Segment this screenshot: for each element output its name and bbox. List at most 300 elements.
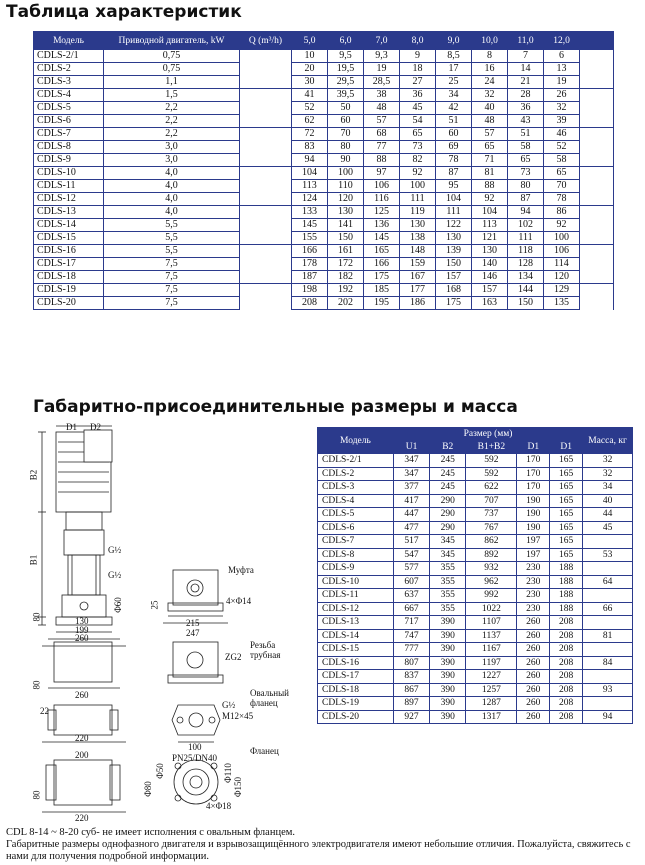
dimensions-row (318, 710, 633, 724)
cell-head: 18 (400, 63, 436, 76)
dimensions-row (318, 683, 633, 697)
label-pn: PN25/DN40 (172, 753, 218, 763)
cell-head: 51 (508, 128, 544, 141)
header-model: Модель (34, 32, 104, 50)
label-b2: B2 (28, 469, 39, 481)
cell-head: 51 (436, 115, 472, 128)
cell-kw: 7,5 (104, 297, 240, 310)
cell-dim: 932 (466, 562, 517, 576)
cell-head: 17 (436, 63, 472, 76)
cell-empty (240, 284, 292, 297)
cell-empty (240, 154, 292, 167)
cell-dim: 245 (430, 467, 466, 481)
cell-head: 195 (364, 297, 400, 310)
cell-mass (583, 670, 633, 684)
cell-dim: 390 (430, 616, 466, 630)
dimensions-row (318, 521, 633, 535)
cell-dim: 165 (550, 467, 583, 481)
cell-head: 192 (328, 284, 364, 297)
label-d2: D2 (90, 422, 101, 432)
cell-dim: 867 (393, 683, 429, 697)
cell-empty (580, 193, 614, 206)
performance-row (34, 141, 614, 154)
cell-head: 28 (508, 89, 544, 102)
cell-empty (240, 115, 292, 128)
cell-head: 57 (472, 128, 508, 141)
cell-model: CDLS-17 (318, 670, 394, 684)
cell-head: 83 (292, 141, 328, 154)
cell-dim: 477 (393, 521, 429, 535)
cell-head: 6 (544, 50, 580, 63)
cell-empty (240, 297, 292, 310)
cell-empty (240, 245, 292, 258)
label-130: 130 (75, 616, 89, 626)
label-80b: 80 (31, 680, 42, 690)
cell-kw: 4,0 (104, 193, 240, 206)
cell-head: 73 (400, 141, 436, 154)
cell-dim: 188 (550, 562, 583, 576)
label-g3: G½ (222, 700, 236, 710)
performance-row (34, 232, 614, 245)
header-flow: 10,0 (472, 32, 508, 50)
cell-dim: 807 (393, 656, 429, 670)
cell-dim: 717 (393, 616, 429, 630)
label-200: 200 (75, 750, 89, 760)
cell-head: 111 (508, 232, 544, 245)
cell-dim: 165 (550, 535, 583, 549)
label-d50: Φ50 (154, 763, 165, 779)
label-flange: фланец (250, 698, 278, 708)
cell-head: 10 (292, 50, 328, 63)
cell-head: 39,5 (328, 89, 364, 102)
cell-dim: 355 (430, 589, 466, 603)
cell-dim: 260 (517, 616, 550, 630)
cell-dim: 290 (430, 508, 466, 522)
cell-dim: 622 (466, 481, 517, 495)
cell-dim: 197 (517, 548, 550, 562)
cell-model: CDLS-6 (318, 521, 394, 535)
cell-head: 80 (328, 141, 364, 154)
cell-mass: 32 (583, 454, 633, 468)
header-motor: Приводной двигатель, kW (104, 32, 240, 50)
cell-head: 68 (364, 128, 400, 141)
cell-mass: 53 (583, 548, 633, 562)
cell-empty (580, 284, 614, 297)
cell-model: CDLS-15 (318, 643, 394, 657)
cell-empty (580, 76, 614, 89)
cell-head: 178 (292, 258, 328, 271)
cell-model: CDLS-3 (34, 76, 104, 89)
dimensions-row (318, 629, 633, 643)
cell-head: 141 (328, 219, 364, 232)
label-g2: G½ (108, 570, 122, 580)
cell-head: 100 (544, 232, 580, 245)
cell-head: 32 (472, 89, 508, 102)
cell-dim: 592 (466, 454, 517, 468)
cell-kw: 7,5 (104, 271, 240, 284)
performance-header-row (34, 32, 614, 50)
label-trubnaya: трубная (250, 650, 281, 660)
cell-head: 167 (400, 271, 436, 284)
cell-model: CDLS-5 (34, 102, 104, 115)
cell-kw: 1,5 (104, 89, 240, 102)
cell-dim: 230 (517, 602, 550, 616)
cell-head: 168 (436, 284, 472, 297)
cell-head: 32 (544, 102, 580, 115)
cell-empty (580, 245, 614, 258)
cell-head: 106 (364, 180, 400, 193)
cell-mass: 64 (583, 575, 633, 589)
cell-dim: 165 (550, 508, 583, 522)
cell-model: CDLS-16 (318, 656, 394, 670)
cell-empty (580, 115, 614, 128)
cell-model: CDLS-2 (318, 467, 394, 481)
cell-mass (583, 643, 633, 657)
performance-row (34, 167, 614, 180)
header-flow: 7,0 (364, 32, 400, 50)
cell-head: 166 (292, 245, 328, 258)
label-260a: 260 (75, 633, 89, 643)
cell-head: 50 (328, 102, 364, 115)
performance-row (34, 297, 614, 310)
cell-empty (580, 154, 614, 167)
cell-head: 42 (436, 102, 472, 115)
cell-dim: 927 (393, 710, 429, 724)
cell-head: 140 (472, 258, 508, 271)
cell-head: 122 (436, 219, 472, 232)
cell-dim: 377 (393, 481, 429, 495)
cell-dim: 260 (517, 670, 550, 684)
cell-dim: 208 (550, 643, 583, 657)
cell-empty (580, 180, 614, 193)
cell-empty (240, 180, 292, 193)
cell-model: CDLS-2/1 (34, 50, 104, 63)
cell-dim: 208 (550, 710, 583, 724)
cell-empty (580, 102, 614, 115)
dim-header-col: D1 (550, 441, 583, 454)
cell-dim: 190 (517, 521, 550, 535)
cell-head: 135 (544, 297, 580, 310)
label-d150: Φ150 (233, 776, 244, 798)
cell-dim: 1197 (466, 656, 517, 670)
cell-dim: 355 (430, 602, 466, 616)
cell-model: CDLS-11 (34, 180, 104, 193)
footnote-1: CDL 8-14 ~ 8-20 суб- не имеет исполнения с овальным фланцем. (6, 827, 295, 838)
dimensions-row (318, 602, 633, 616)
cell-empty (240, 193, 292, 206)
cell-head: 130 (472, 245, 508, 258)
cell-head: 60 (436, 128, 472, 141)
label-199: 199 (75, 625, 89, 635)
cell-head: 58 (508, 141, 544, 154)
cell-head: 7 (508, 50, 544, 63)
cell-head: 128 (508, 258, 544, 271)
cell-head: 159 (400, 258, 436, 271)
dimensions-row (318, 643, 633, 657)
cell-head: 111 (400, 193, 436, 206)
cell-head: 88 (472, 180, 508, 193)
cell-dim: 1257 (466, 683, 517, 697)
cell-dim: 390 (430, 670, 466, 684)
cell-dim: 962 (466, 575, 517, 589)
cell-head: 145 (364, 232, 400, 245)
cell-head: 20 (292, 63, 328, 76)
dimensions-row (318, 589, 633, 603)
cell-dim: 165 (550, 548, 583, 562)
cell-dim: 188 (550, 589, 583, 603)
cell-head: 104 (472, 206, 508, 219)
cell-head: 65 (508, 154, 544, 167)
performance-row (34, 115, 614, 128)
cell-head: 102 (508, 219, 544, 232)
label-247: 247 (186, 628, 200, 638)
cell-dim: 1317 (466, 710, 517, 724)
cell-head: 14 (508, 63, 544, 76)
cell-model: CDLS-2 (34, 63, 104, 76)
cell-dim: 390 (430, 683, 466, 697)
cell-mass: 44 (583, 508, 633, 522)
cell-head: 71 (472, 154, 508, 167)
cell-dim: 1287 (466, 697, 517, 711)
cell-head: 150 (508, 297, 544, 310)
cell-head: 86 (544, 206, 580, 219)
performance-row (34, 89, 614, 102)
cell-head: 87 (436, 167, 472, 180)
cell-head: 150 (328, 232, 364, 245)
cell-mass: 94 (583, 710, 633, 724)
cell-dim: 165 (550, 454, 583, 468)
label-d1: D1 (66, 422, 77, 432)
cell-head: 9 (400, 50, 436, 63)
cell-empty (240, 167, 292, 180)
performance-row (34, 180, 614, 193)
cell-kw: 1,1 (104, 76, 240, 89)
cell-head: 62 (292, 115, 328, 128)
dimensions-row (318, 697, 633, 711)
dimensions-row (318, 467, 633, 481)
cell-dim: 188 (550, 575, 583, 589)
cell-head: 118 (508, 245, 544, 258)
cell-dim: 347 (393, 467, 429, 481)
cell-head: 92 (544, 219, 580, 232)
cell-dim: 208 (550, 616, 583, 630)
cell-model: CDLS-13 (318, 616, 394, 630)
cell-dim: 208 (550, 670, 583, 684)
cell-head: 139 (436, 245, 472, 258)
cell-mass: 32 (583, 467, 633, 481)
label-80c: 80 (31, 790, 42, 800)
cell-model: CDLS-5 (318, 508, 394, 522)
cell-model: CDLS-17 (34, 258, 104, 271)
cell-head: 73 (508, 167, 544, 180)
cell-kw: 2,2 (104, 115, 240, 128)
cell-head: 28,5 (364, 76, 400, 89)
cell-model: CDLS-10 (34, 167, 104, 180)
footnote-3: нами для получения подробной информации. (6, 851, 210, 862)
cell-kw: 3,0 (104, 141, 240, 154)
cell-head: 92 (472, 193, 508, 206)
cell-dim: 607 (393, 575, 429, 589)
cell-head: 130 (436, 232, 472, 245)
dimensions-row (318, 616, 633, 630)
cell-head: 145 (292, 219, 328, 232)
cell-head: 72 (292, 128, 328, 141)
cell-head: 182 (328, 271, 364, 284)
cell-model: CDLS-4 (318, 494, 394, 508)
cell-head: 69 (436, 141, 472, 154)
label-260b: 260 (75, 690, 89, 700)
cell-head: 133 (292, 206, 328, 219)
cell-model: CDLS-6 (34, 115, 104, 128)
dimensions-row (318, 548, 633, 562)
cell-kw: 4,0 (104, 167, 240, 180)
label-25: 25 (149, 600, 160, 610)
cell-model: CDLS-14 (318, 629, 394, 643)
performance-row (34, 245, 614, 258)
cell-model: CDLS-7 (34, 128, 104, 141)
threaded-view (173, 642, 218, 677)
performance-row (34, 128, 614, 141)
performance-row (34, 63, 614, 76)
cell-dim: 190 (517, 494, 550, 508)
cell-dim: 260 (517, 710, 550, 724)
cell-head: 113 (292, 180, 328, 193)
cell-dim: 390 (430, 629, 466, 643)
cell-mass (583, 562, 633, 576)
cell-mass (583, 697, 633, 711)
header-flow: 8,0 (400, 32, 436, 50)
cell-dim: 777 (393, 643, 429, 657)
cell-head: 82 (400, 154, 436, 167)
footnote-2: Габаритные размеры однофазного двигателя и взрывозащищённого электродвигателя имеют небольшие отличия. Пожалуйста, свяжитесь с (6, 839, 631, 850)
cell-head: 60 (328, 115, 364, 128)
cell-empty (580, 63, 614, 76)
cell-mass: 45 (583, 521, 633, 535)
cell-dim: 347 (393, 454, 429, 468)
cell-head: 202 (328, 297, 364, 310)
cell-head: 119 (400, 206, 436, 219)
cell-head: 54 (400, 115, 436, 128)
cell-head: 78 (436, 154, 472, 167)
cell-dim: 170 (517, 481, 550, 495)
header-flow: 5,0 (292, 32, 328, 50)
cell-model: CDLS-4 (34, 89, 104, 102)
cell-head: 40 (472, 102, 508, 115)
dimensions-header-row (318, 428, 633, 441)
cell-model: CDLS-3 (318, 481, 394, 495)
cell-head: 175 (364, 271, 400, 284)
dim-header-col: D1 (517, 441, 550, 454)
cell-head: 144 (508, 284, 544, 297)
cell-empty (580, 258, 614, 271)
cell-head: 166 (364, 258, 400, 271)
cell-dim: 290 (430, 494, 466, 508)
cell-dim: 390 (430, 643, 466, 657)
cell-dim: 747 (393, 629, 429, 643)
header-flow: 12,0 (544, 32, 580, 50)
cell-head: 25 (436, 76, 472, 89)
cell-model: CDLS-12 (34, 193, 104, 206)
cell-dim: 208 (550, 697, 583, 711)
cell-head: 163 (472, 297, 508, 310)
cell-head: 13 (544, 63, 580, 76)
cell-head: 52 (544, 141, 580, 154)
cell-head: 26 (544, 89, 580, 102)
cell-head: 77 (364, 141, 400, 154)
cell-mass: 93 (583, 683, 633, 697)
cell-dim: 547 (393, 548, 429, 562)
label-mufta: Муфта (228, 565, 254, 575)
cell-dim: 837 (393, 670, 429, 684)
cell-kw: 2,2 (104, 128, 240, 141)
cell-model: CDLS-8 (318, 548, 394, 562)
performance-row (34, 219, 614, 232)
cell-dim: 260 (517, 629, 550, 643)
cell-head: 172 (328, 258, 364, 271)
cell-dim: 577 (393, 562, 429, 576)
cell-head: 46 (544, 128, 580, 141)
cell-model: CDLS-13 (34, 206, 104, 219)
cell-head: 116 (364, 193, 400, 206)
label-zg2: ZG2 (225, 652, 242, 662)
cell-dim: 345 (430, 535, 466, 549)
dimensions-row (318, 575, 633, 589)
cell-dim: 208 (550, 683, 583, 697)
cell-head: 92 (400, 167, 436, 180)
label-d80: Φ80 (142, 781, 153, 797)
cell-dim: 190 (517, 508, 550, 522)
flange-view (54, 760, 112, 805)
cell-head: 148 (400, 245, 436, 258)
cell-empty (240, 271, 292, 284)
cell-dim: 165 (550, 494, 583, 508)
cell-dim: 897 (393, 697, 429, 711)
cell-dim: 245 (430, 454, 466, 468)
label-80a: 80 (31, 612, 42, 622)
cell-head: 138 (400, 232, 436, 245)
cell-head: 187 (292, 271, 328, 284)
performance-row (34, 193, 614, 206)
cell-mass (583, 535, 633, 549)
label-b1: B1 (28, 554, 39, 566)
cell-head: 65 (472, 141, 508, 154)
cell-kw: 0,75 (104, 50, 240, 63)
cell-head: 100 (400, 180, 436, 193)
cell-mass: 84 (583, 656, 633, 670)
cell-dim: 767 (466, 521, 517, 535)
cell-head: 88 (364, 154, 400, 167)
dimensions-row (318, 656, 633, 670)
cell-head: 43 (508, 115, 544, 128)
dimensions-row (318, 535, 633, 549)
cell-head: 52 (292, 102, 328, 115)
cell-empty (240, 219, 292, 232)
cell-model: CDLS-18 (318, 683, 394, 697)
cell-head: 104 (436, 193, 472, 206)
cell-kw: 2,2 (104, 102, 240, 115)
header-q: Q (m³/h) (240, 32, 292, 50)
cell-head: 87 (508, 193, 544, 206)
cell-head: 9,3 (364, 50, 400, 63)
cell-head: 110 (328, 180, 364, 193)
cell-dim: 1107 (466, 616, 517, 630)
performance-table-title: Таблица характеристик (6, 2, 242, 22)
label-220b: 220 (75, 813, 89, 823)
cell-dim: 260 (517, 697, 550, 711)
dimensions-row (318, 508, 633, 522)
cell-dim: 230 (517, 589, 550, 603)
cell-dim: 417 (393, 494, 429, 508)
